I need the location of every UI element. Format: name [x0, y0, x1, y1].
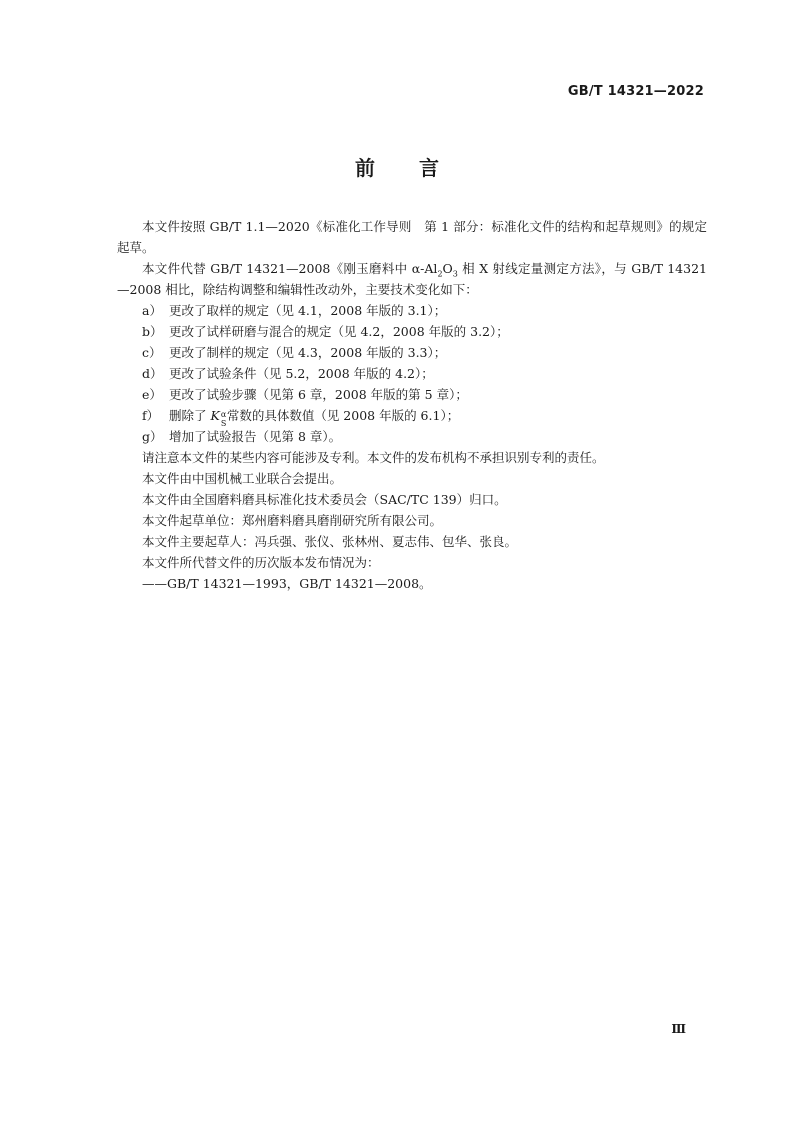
paragraph-proposed: 本文件由中国机械工业联合会提出。 [142, 471, 343, 486]
change-item-e [117, 384, 707, 405]
change-label: f） [142, 408, 160, 423]
paragraph-history-intro: 本文件所代替文件的历次版本发布情况为： [142, 555, 380, 570]
k-subscript: S [220, 419, 227, 428]
paragraph-patent: 请注意本文件的某些内容可能涉及专利。本文件的发布机构不承担识别专利的责任。 [142, 450, 605, 465]
paragraph-drafters: 本文件主要起草人：冯兵强、张仪、张林州、夏志伟、包华、张良。 [142, 534, 518, 549]
change-item-b [117, 321, 707, 342]
change-text: 更改了试样研磨与混合的规定（见 4.2，2008 年版的 3.2）； [169, 324, 509, 339]
history-item: ——GB/T 14321—1993，GB/T 14321—2008。 [142, 576, 432, 591]
k-symbol: K [210, 408, 220, 423]
change-item-a [117, 300, 707, 321]
change-label: e） [142, 387, 162, 402]
change-item-f [117, 405, 707, 426]
change-item-g [117, 426, 707, 447]
paragraph-replacement [117, 258, 707, 300]
replacement-text-2: O [442, 261, 453, 276]
change-item-c [117, 342, 707, 363]
k-superscript: α [220, 410, 227, 419]
foreword-body [117, 216, 707, 594]
paragraph-drafting-unit: 本文件起草单位：郑州磨料磨具磨削研究所有限公司。 [142, 513, 443, 528]
page-title: 前言 [355, 156, 483, 180]
change-text: 更改了制样的规定（见 4.3，2008 年版的 3.3）； [169, 345, 447, 360]
subscript-2: 2 [437, 269, 443, 279]
page-number: Ⅲ [671, 1022, 686, 1036]
change-label: c） [142, 345, 162, 360]
change-text: 删除了 [169, 408, 211, 423]
change-text-rest: 常数的具体数值（见 2008 年版的 6.1）； [226, 408, 460, 423]
replacement-text-3: 相 X 射线定量测定方法》，与 GB/T 14321—2008 相比，除结构调整和编辑性改动外，主要技术变化如下： [117, 261, 707, 297]
change-label: a） [142, 303, 162, 318]
paragraph-drafting-rule: 本文件按照 GB/T 1.1—2020《标准化工作导则 第 1 部分：标准化文件的结构和起草规则》的规定起草。 [117, 219, 707, 255]
replacement-text-1: 本文件代替 GB/T 14321—2008《刚玉磨料中 α-Al [142, 261, 438, 276]
standard-number: GB/T 14321—2022 [567, 84, 704, 99]
change-item-d [117, 363, 707, 384]
change-text: 更改了试验步骤（见第 6 章，2008 年版的第 5 章）； [169, 387, 468, 402]
change-text: 增加了试验报告（见第 8 章）。 [169, 429, 342, 444]
subscript-3: 3 [452, 269, 458, 279]
paragraph-centralized: 本文件由全国磨料磨具标准化技术委员会（SAC/TC 139）归口。 [142, 492, 507, 507]
change-text: 更改了取样的规定（见 4.1，2008 年版的 3.1）； [169, 303, 447, 318]
change-label: d） [142, 366, 163, 381]
change-label: g） [142, 429, 163, 444]
change-text: 更改了试验条件（见 5.2，2008 年版的 4.2）； [169, 366, 434, 381]
change-label: b） [142, 324, 163, 339]
